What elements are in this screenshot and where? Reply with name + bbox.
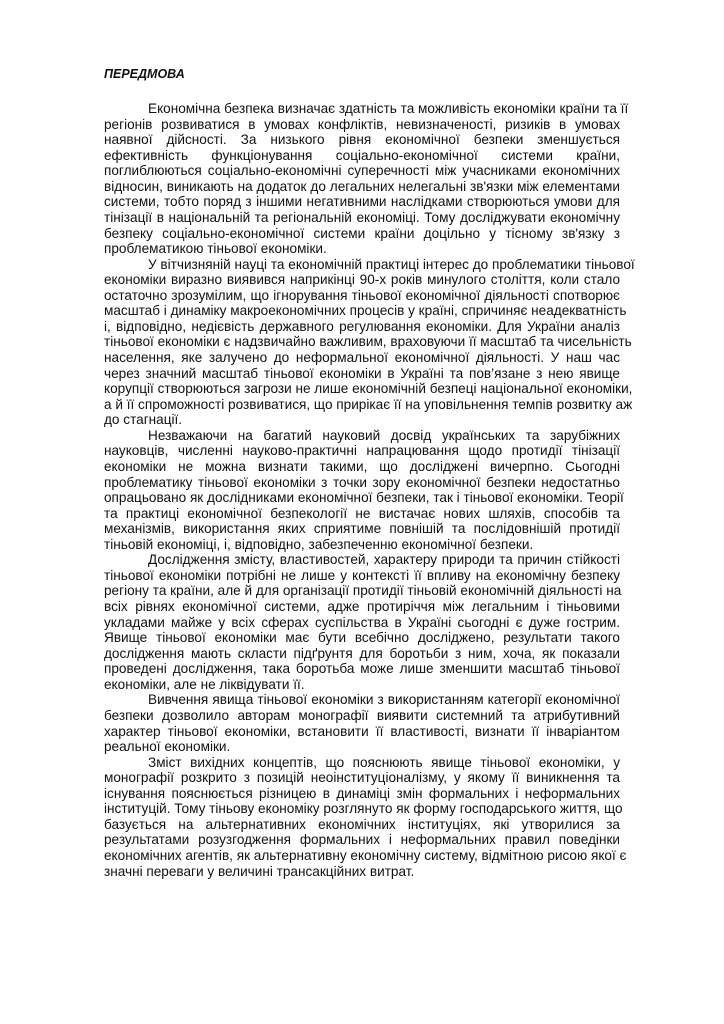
paragraph-line: дослідження мають скласти підґрунтя для боротьби з ним, хоча, як показали bbox=[104, 645, 620, 661]
paragraph-line: тінізації в національній та регіональній економіці. Тому досліджувати економічну bbox=[104, 209, 620, 225]
paragraph-line: і, відповідно, недієвість державного регулювання економіки. Для України аналіз bbox=[104, 318, 620, 334]
paragraph-line: регіону та країни, але й для організації протидії тіньовій економічній діяльності на bbox=[104, 583, 622, 599]
paragraph-line: базується на альтернативних економічних інституціях, які утворилися за bbox=[104, 816, 620, 832]
paragraph-line: та практиці економічної безпекології не вистачає нових шляхів, способів та bbox=[104, 505, 620, 521]
paragraph-line: існування пояснюється різницею в динаміці змін формальних і неформальних bbox=[104, 785, 620, 801]
document-page bbox=[104, 66, 635, 879]
paragraph-line: всіх рівнях економічної системи, адже протиріччя між легальним і тіньовими bbox=[104, 599, 620, 614]
paragraph bbox=[104, 552, 620, 692]
paragraph-line: наявної дійсності. За низького рівня економічної безпеки зменшується bbox=[104, 132, 620, 148]
paragraph-line: У вітчизняній науці та економічній практиці інтерес до проблематики тіньової bbox=[148, 256, 635, 272]
paragraph-line: проблематикою тіньової економіки. bbox=[104, 241, 327, 257]
paragraph-line: остаточно зрозумілим, що ігнорування тіньової економічної діяльності спотворює bbox=[104, 287, 620, 303]
paragraph-line: тіньової економіки потрібні не лише у контексті її впливу на економічну безпеку bbox=[104, 567, 620, 583]
paragraph-line: економіки виразно виявився наприкінці 90-х років минулого століття, коли стало bbox=[104, 272, 620, 288]
paragraph-line: економіки, але не ліквідувати її. bbox=[104, 676, 305, 692]
paragraph bbox=[104, 754, 627, 880]
paragraph-line: монографії розкрито з позицій неоінституціоналізму, у якому її виникнення та bbox=[104, 770, 620, 786]
paragraph-line: економіки не можна визнати такими, що досліджені вичерпно. Сьогодні bbox=[104, 458, 620, 474]
paragraph-line: укладами майже у всіх сферах суспільства в Україні сьогодні є дуже гострим. bbox=[104, 614, 620, 630]
paragraph-line: до стагнації. bbox=[104, 412, 183, 428]
paragraph-line: механізмів, використання яких сприятиме повнішій та послідовнішій протидії bbox=[104, 521, 620, 537]
paragraph bbox=[104, 101, 629, 257]
paragraph-line: Економічна безпека визначає здатність та можливість економіки країни та її bbox=[148, 101, 629, 116]
page-title: ПЕРЕДМОВА bbox=[104, 67, 185, 81]
paragraph bbox=[104, 692, 620, 754]
paragraph-line: Незважаючи на багатий науковий досвід українських та зарубіжних bbox=[148, 427, 620, 443]
paragraph bbox=[104, 256, 635, 428]
document-body bbox=[104, 101, 635, 879]
paragraph-line: через значний масштаб тіньової економіки в Україні та пов’язане з нею явище bbox=[104, 365, 620, 381]
paragraph-line: характер тіньової економіки, встановити її властивості, визнати її інваріантом bbox=[104, 723, 620, 739]
paragraph-line: ефективність функціонування соціально-економічної системи країни, bbox=[104, 147, 620, 163]
paragraph-line: тіньовій економіці, і, відповідно, забезпеченню економічної безпеки. bbox=[104, 536, 534, 552]
paragraph-line: масштаб і динаміку макроекономічних процесів у країні, спричиняє неадекватність bbox=[104, 303, 627, 319]
paragraph-line: поглиблюються соціально-економічні суперечності між учасниками економічних bbox=[104, 163, 620, 179]
paragraph-line: а й її спроможності розвиватися, що прирікає її на уповільнення темпів розвитку аж bbox=[104, 396, 633, 412]
paragraph-line: системи, тобто поряд з іншими негативними наслідками створюються умови для bbox=[104, 194, 620, 210]
paragraph-line: населення, яке залучено до неформальної економічної діяльності. У наш час bbox=[104, 350, 620, 365]
paragraph-line: проблематику тіньової економіки з точки зору економічної безпеки недостатньо bbox=[104, 474, 620, 490]
paragraph-line: відносин, виникають на додаток до легальних нелегальні зв'язки між елементами bbox=[104, 178, 620, 194]
paragraph-line: Явище тіньової економіки має бути всебічно досліджено, результати такого bbox=[104, 630, 620, 646]
paragraph-line: реальної економіки. bbox=[104, 739, 231, 755]
paragraph-line: Зміст вихідних концептів, що пояснюють явище тіньової економіки, у bbox=[148, 754, 620, 770]
paragraph-line: регіонів розвиватися в умовах конфліктів, невизначеності, ризиків в умовах bbox=[104, 116, 620, 132]
paragraph-line: безпеку соціально-економічної системи країни доцільно у тісному зв'язку з bbox=[104, 225, 620, 241]
paragraph-line: інституцій. Тому тіньову економіку розглянуто як форму господарського життя, що bbox=[104, 801, 623, 817]
paragraph-line: тіньової економіки є надзвичайно важливим, враховуючи її масштаб та чисельність bbox=[104, 334, 632, 350]
paragraph-line: значні переваги у величині трансакційних витрат. bbox=[104, 863, 415, 879]
paragraph-line: безпеки дозволило авторам монографії виявити системний та атрибутивний bbox=[104, 707, 620, 723]
paragraph-line: проведені дослідження, така боротьба може лише зменшити масштаб тіньової bbox=[104, 661, 620, 677]
paragraph-line: Вивчення явища тіньової економіки з використанням категорії економічної bbox=[148, 692, 620, 708]
paragraph-line: опрацьовано як дослідниками економічної безпеки, так і тіньової економіки. Теорії bbox=[104, 490, 624, 506]
paragraph-line: Дослідження змісту, властивостей, характеру природи та причин стійкості bbox=[148, 552, 620, 568]
paragraph-line: результатами розузгодження формальних і неформальних правил поведінки bbox=[104, 832, 620, 848]
paragraph-line: науковців, численні науково-практичні напрацювання щодо протидії тінізації bbox=[104, 443, 620, 459]
paragraph bbox=[104, 427, 624, 553]
paragraph-line: економічних агентів, як альтернативну економічну систему, відмітною рисою якої є bbox=[104, 848, 627, 863]
paragraph-line: корупції створюються загрози не лише економічній безпеці національної економіки, bbox=[104, 381, 633, 397]
